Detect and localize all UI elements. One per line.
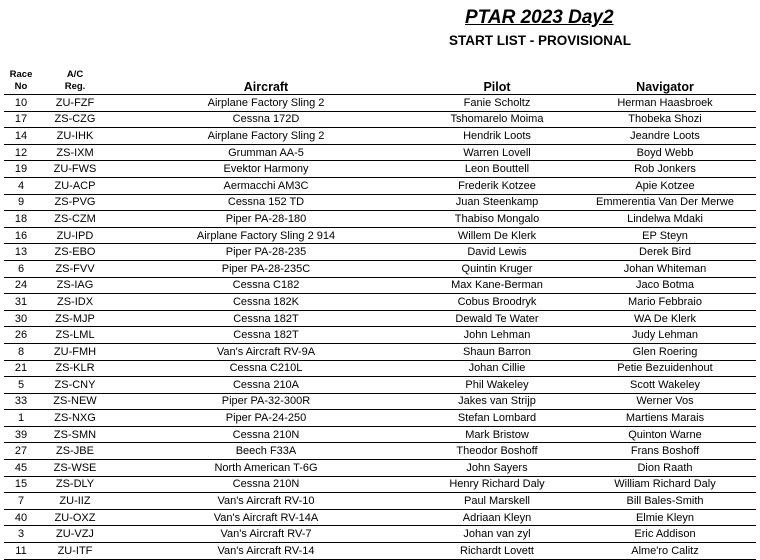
navigator-cell: Lindelwa Mdaki [574,211,756,228]
race-no-cell: 16 [4,227,38,244]
ac-reg-cell: ZS-FVV [38,260,112,277]
table-row [4,95,756,112]
race-no-cell: 15 [4,476,38,493]
table-row [4,177,756,194]
aircraft-cell: Piper PA-24-250 [112,410,420,427]
race-no-cell: 45 [4,460,38,477]
race-no-cell: 39 [4,426,38,443]
ac-reg-header-line2: Reg. [64,81,86,92]
ac-reg-cell: ZU-FWS [38,161,112,178]
navigator-cell: Johan Whiteman [574,260,756,277]
aircraft-cell: Airplane Factory Sling 2 [112,128,420,145]
race-no-cell: 17 [4,111,38,128]
ac-reg-cell: ZS-NXG [38,410,112,427]
table-row [4,343,756,360]
pilot-cell: Juan Steenkamp [420,194,574,211]
pilot-cell: Stefan Lombard [420,410,574,427]
column-header-navigator: Navigator [574,69,756,95]
ac-reg-cell: ZU-OXZ [38,509,112,526]
table-body [4,95,756,560]
race-no-cell: 6 [4,260,38,277]
race-no-cell: 1 [4,410,38,427]
aircraft-cell: Airplane Factory Sling 2 914 [112,227,420,244]
table-row [4,360,756,377]
navigator-cell: Martiens Marais [574,410,756,427]
table-row [4,128,756,145]
navigator-cell: Alme'ro Calitz [574,543,756,560]
pilot-cell: Richardt Lovett [420,543,574,560]
aircraft-cell: North American T-6G [112,460,420,477]
aircraft-cell: Van's Aircraft RV-14 [112,543,420,560]
navigator-cell: Derek Bird [574,244,756,261]
ac-reg-cell: ZU-VZJ [38,526,112,543]
aircraft-cell: Cessna C182 [112,277,420,294]
race-no-header-line1: Race [9,69,33,80]
pilot-cell: Thabiso Mongalo [420,211,574,228]
table-row [4,443,756,460]
race-no-cell: 24 [4,277,38,294]
aircraft-cell: Cessna 172D [112,111,420,128]
race-no-cell: 30 [4,310,38,327]
page-title: PTAR 2023 Day2 [465,7,614,28]
column-header-race-no [4,69,38,95]
pilot-cell: Warren Lovell [420,144,574,161]
table-row [4,460,756,477]
table-row [4,327,756,344]
ac-reg-cell: ZU-IIZ [38,493,112,510]
ac-reg-cell: ZU-ITF [38,543,112,560]
race-no-cell: 19 [4,161,38,178]
pilot-cell: Theodor Boshoff [420,443,574,460]
pilot-cell: Shaun Barron [420,343,574,360]
ac-reg-cell: ZU-IPD [38,227,112,244]
column-header-pilot: Pilot [420,69,574,95]
ac-reg-cell: ZS-IXM [38,144,112,161]
table-row [4,260,756,277]
race-no-cell: 3 [4,526,38,543]
pilot-cell: Dewald Te Water [420,310,574,327]
ac-reg-cell: ZS-CZM [38,211,112,228]
table-row [4,543,756,560]
navigator-cell: Jaco Botma [574,277,756,294]
pilot-cell: Quintin Kruger [420,260,574,277]
navigator-cell: Frans Boshoff [574,443,756,460]
race-no-cell: 4 [4,177,38,194]
aircraft-cell: Airplane Factory Sling 2 [112,95,420,112]
navigator-cell: Glen Roering [574,343,756,360]
pilot-cell: Henry Richard Daly [420,476,574,493]
navigator-cell: Bill Bales-Smith [574,493,756,510]
aircraft-cell: Van's Aircraft RV-10 [112,493,420,510]
table-row [4,211,756,228]
ac-reg-cell: ZS-LML [38,327,112,344]
page-subtitle: START LIST - PROVISIONAL [449,33,631,48]
table-row [4,310,756,327]
aircraft-cell: Piper PA-28-235 [112,244,420,261]
race-no-cell: 7 [4,493,38,510]
navigator-cell: Boyd Webb [574,144,756,161]
aircraft-cell: Cessna 210A [112,377,420,394]
pilot-cell: Tshomarelo Moima [420,111,574,128]
race-no-cell: 33 [4,393,38,410]
race-no-cell: 10 [4,95,38,112]
navigator-cell: Eric Addison [574,526,756,543]
aircraft-cell: Van's Aircraft RV-9A [112,343,420,360]
ac-reg-cell: ZS-KLR [38,360,112,377]
aircraft-cell: Beech F33A [112,443,420,460]
ac-reg-cell: ZU-FMH [38,343,112,360]
start-list-table [4,69,756,560]
aircraft-cell: Evektor Harmony [112,161,420,178]
navigator-cell: Jeandre Loots [574,128,756,145]
ac-reg-cell: ZS-CNY [38,377,112,394]
navigator-cell: Quinton Warne [574,426,756,443]
table-row [4,426,756,443]
pilot-cell: Leon Bouttell [420,161,574,178]
ac-reg-cell: ZS-IAG [38,277,112,294]
pilot-cell: Johan Cillie [420,360,574,377]
navigator-cell: Mario Febbraio [574,294,756,311]
ac-reg-cell: ZU-IHK [38,128,112,145]
pilot-cell: Hendrik Loots [420,128,574,145]
pilot-cell: Phil Wakeley [420,377,574,394]
aircraft-cell: Van's Aircraft RV-14A [112,509,420,526]
race-no-cell: 14 [4,128,38,145]
pilot-cell: Adriaan Kleyn [420,509,574,526]
race-no-cell: 11 [4,543,38,560]
navigator-cell: Emmerentia Van Der Merwe [574,194,756,211]
pilot-cell: Mark Bristow [420,426,574,443]
aircraft-cell: Cessna 210N [112,476,420,493]
pilot-cell: Cobus Broodryk [420,294,574,311]
navigator-cell: EP Steyn [574,227,756,244]
ac-reg-cell: ZS-EBO [38,244,112,261]
table-row [4,526,756,543]
pilot-cell: Willem De Klerk [420,227,574,244]
pilot-cell: David Lewis [420,244,574,261]
table-row [4,410,756,427]
ac-reg-cell: ZS-SMN [38,426,112,443]
race-no-cell: 9 [4,194,38,211]
navigator-cell: William Richard Daly [574,476,756,493]
race-no-cell: 26 [4,327,38,344]
table-row [4,227,756,244]
aircraft-cell: Aermacchi AM3C [112,177,420,194]
aircraft-cell: Cessna 152 TD [112,194,420,211]
table-row [4,509,756,526]
column-header-ac-reg [38,69,112,95]
aircraft-cell: Cessna 182T [112,327,420,344]
pilot-cell: Jakes van Strijp [420,393,574,410]
pilot-cell: Paul Marskell [420,493,574,510]
pilot-cell: Frederik Kotzee [420,177,574,194]
table-row [4,377,756,394]
ac-reg-cell: ZS-DLY [38,476,112,493]
table-row [4,393,756,410]
ac-reg-cell: ZS-IDX [38,294,112,311]
table-row [4,194,756,211]
navigator-cell: WA De Klerk [574,310,756,327]
pilot-cell: John Lehman [420,327,574,344]
pilot-cell: Fanie Scholtz [420,95,574,112]
race-no-cell: 27 [4,443,38,460]
table-row [4,111,756,128]
ac-reg-header-line1: A/C [66,69,84,80]
ac-reg-cell: ZS-NEW [38,393,112,410]
pilot-cell: Johan van zyl [420,526,574,543]
navigator-cell: Werner Vos [574,393,756,410]
ac-reg-cell: ZS-MJP [38,310,112,327]
ac-reg-cell: ZU-ACP [38,177,112,194]
navigator-cell: Thobeka Shozi [574,111,756,128]
navigator-cell: Apie Kotzee [574,177,756,194]
navigator-cell: Judy Lehman [574,327,756,344]
navigator-cell: Herman Haasbroek [574,95,756,112]
race-no-cell: 18 [4,211,38,228]
aircraft-cell: Cessna 182T [112,310,420,327]
aircraft-cell: Grumman AA-5 [112,144,420,161]
ac-reg-cell: ZS-PVG [38,194,112,211]
race-no-cell: 31 [4,294,38,311]
table-row [4,277,756,294]
ac-reg-cell: ZS-CZG [38,111,112,128]
table-row [4,244,756,261]
navigator-cell: Scott Wakeley [574,377,756,394]
navigator-cell: Elmie Kleyn [574,509,756,526]
pilot-cell: John Sayers [420,460,574,477]
aircraft-cell: Cessna 182K [112,294,420,311]
table-row [4,161,756,178]
navigator-cell: Dion Raath [574,460,756,477]
aircraft-cell: Cessna 210N [112,426,420,443]
aircraft-cell: Van's Aircraft RV-7 [112,526,420,543]
race-no-cell: 5 [4,377,38,394]
race-no-cell: 13 [4,244,38,261]
navigator-cell: Petie Bezuidenhout [574,360,756,377]
race-no-cell: 8 [4,343,38,360]
aircraft-cell: Cessna C210L [112,360,420,377]
aircraft-cell: Piper PA-28-235C [112,260,420,277]
table-header-row [4,69,756,95]
race-no-cell: 12 [4,144,38,161]
table-row [4,493,756,510]
aircraft-cell: Piper PA-28-180 [112,211,420,228]
column-header-aircraft: Aircraft [112,69,420,95]
table-row [4,144,756,161]
table-row [4,476,756,493]
ac-reg-cell: ZS-JBE [38,443,112,460]
ac-reg-cell: ZS-WSE [38,460,112,477]
table-row [4,294,756,311]
race-no-cell: 40 [4,509,38,526]
navigator-cell: Rob Jonkers [574,161,756,178]
race-no-header-line2: No [14,81,28,92]
race-no-cell: 21 [4,360,38,377]
aircraft-cell: Piper PA-32-300R [112,393,420,410]
pilot-cell: Max Kane-Berman [420,277,574,294]
ac-reg-cell: ZU-FZF [38,95,112,112]
